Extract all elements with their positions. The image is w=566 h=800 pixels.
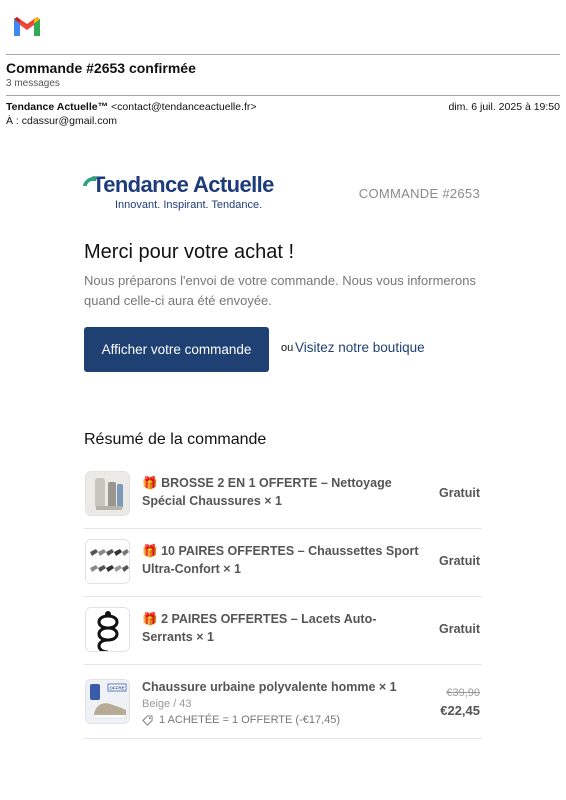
- item-name: [142, 610, 422, 646]
- message-divider: [6, 95, 560, 96]
- list-item: [84, 461, 482, 529]
- brand-mark-icon: [83, 177, 97, 186]
- thread-subject: Commande #2653 confirmée: [6, 60, 196, 76]
- item-name: [142, 542, 422, 578]
- item-name: [142, 474, 422, 510]
- item-name-text: 10 PAIRES OFFERTES – Chaussettes Sport Ultra-Confort × 1: [142, 544, 419, 576]
- product-thumbnail[interactable]: [85, 607, 130, 652]
- brand-logo[interactable]: [84, 172, 314, 211]
- brand-name: Tendance Actuelle: [92, 172, 274, 197]
- message-count: 3 messages: [6, 78, 60, 89]
- item-discount: [142, 714, 340, 726]
- item-name: Chaussure urbaine polyvalente homme × 1: [142, 680, 397, 694]
- gift-icon: 🎁: [142, 476, 158, 490]
- socks-product-icon: [86, 540, 130, 584]
- visit-shop-link[interactable]: Visitez notre boutique: [295, 340, 425, 355]
- item-old-price: €39,90: [446, 687, 480, 699]
- header-divider: [6, 54, 560, 55]
- message-date: dim. 6 juil. 2025 à 19:50: [448, 101, 560, 113]
- intro-text: Nous préparons l'envoi de votre commande. Nous vous informerons quand celle-ci aura été envoyée.: [84, 273, 476, 308]
- thumb-badge: OFFRE: [109, 685, 125, 691]
- item-price: Gratuit: [439, 554, 480, 568]
- or-text: ou: [281, 342, 294, 354]
- shoe-product-icon: [86, 680, 130, 724]
- gift-icon: 🎁: [142, 544, 158, 558]
- brand-name-wrap: [84, 172, 314, 198]
- gmail-logo-icon[interactable]: [12, 14, 42, 36]
- summary-title: Résumé de la commande: [84, 431, 267, 448]
- sender-email: <contact@tendanceactuelle.fr>: [111, 101, 257, 113]
- item-name-text: 2 PAIRES OFFERTES – Lacets Auto-Serrants × 1: [142, 612, 377, 644]
- view-order-button[interactable]: Afficher votre commande: [84, 327, 269, 372]
- brush-product-icon: [86, 472, 130, 516]
- product-thumbnail[interactable]: [85, 679, 130, 724]
- list-item: [84, 597, 482, 665]
- tag-icon: [142, 715, 153, 726]
- item-price: €22,45: [440, 703, 480, 718]
- thanks-heading: Merci pour votre achat !: [84, 241, 295, 263]
- item-name-text: BROSSE 2 EN 1 OFFERTE – Nettoyage Spécial Chaussures × 1: [142, 476, 392, 508]
- sender-line: [6, 101, 257, 113]
- item-price: Gratuit: [439, 622, 480, 636]
- laces-product-icon: [86, 608, 130, 652]
- item-price: Gratuit: [439, 486, 480, 500]
- order-items: [84, 461, 482, 739]
- discount-text: 1 ACHETÉE = 1 OFFERTE (-€17,45): [159, 714, 341, 726]
- order-number: COMMANDE #2653: [358, 186, 480, 201]
- recipient-line: À : cdassur@gmail.com: [6, 115, 118, 127]
- product-thumbnail[interactable]: [85, 471, 130, 516]
- list-item: [84, 529, 482, 597]
- sender-name: Tendance Actuelle™: [6, 101, 109, 113]
- product-thumbnail[interactable]: [85, 539, 130, 584]
- item-variant: Beige / 43: [142, 698, 192, 710]
- brand-tagline: Innovant. Inspirant. Tendance.: [115, 199, 263, 211]
- list-item: [84, 665, 482, 739]
- gift-icon: 🎁: [142, 612, 158, 626]
